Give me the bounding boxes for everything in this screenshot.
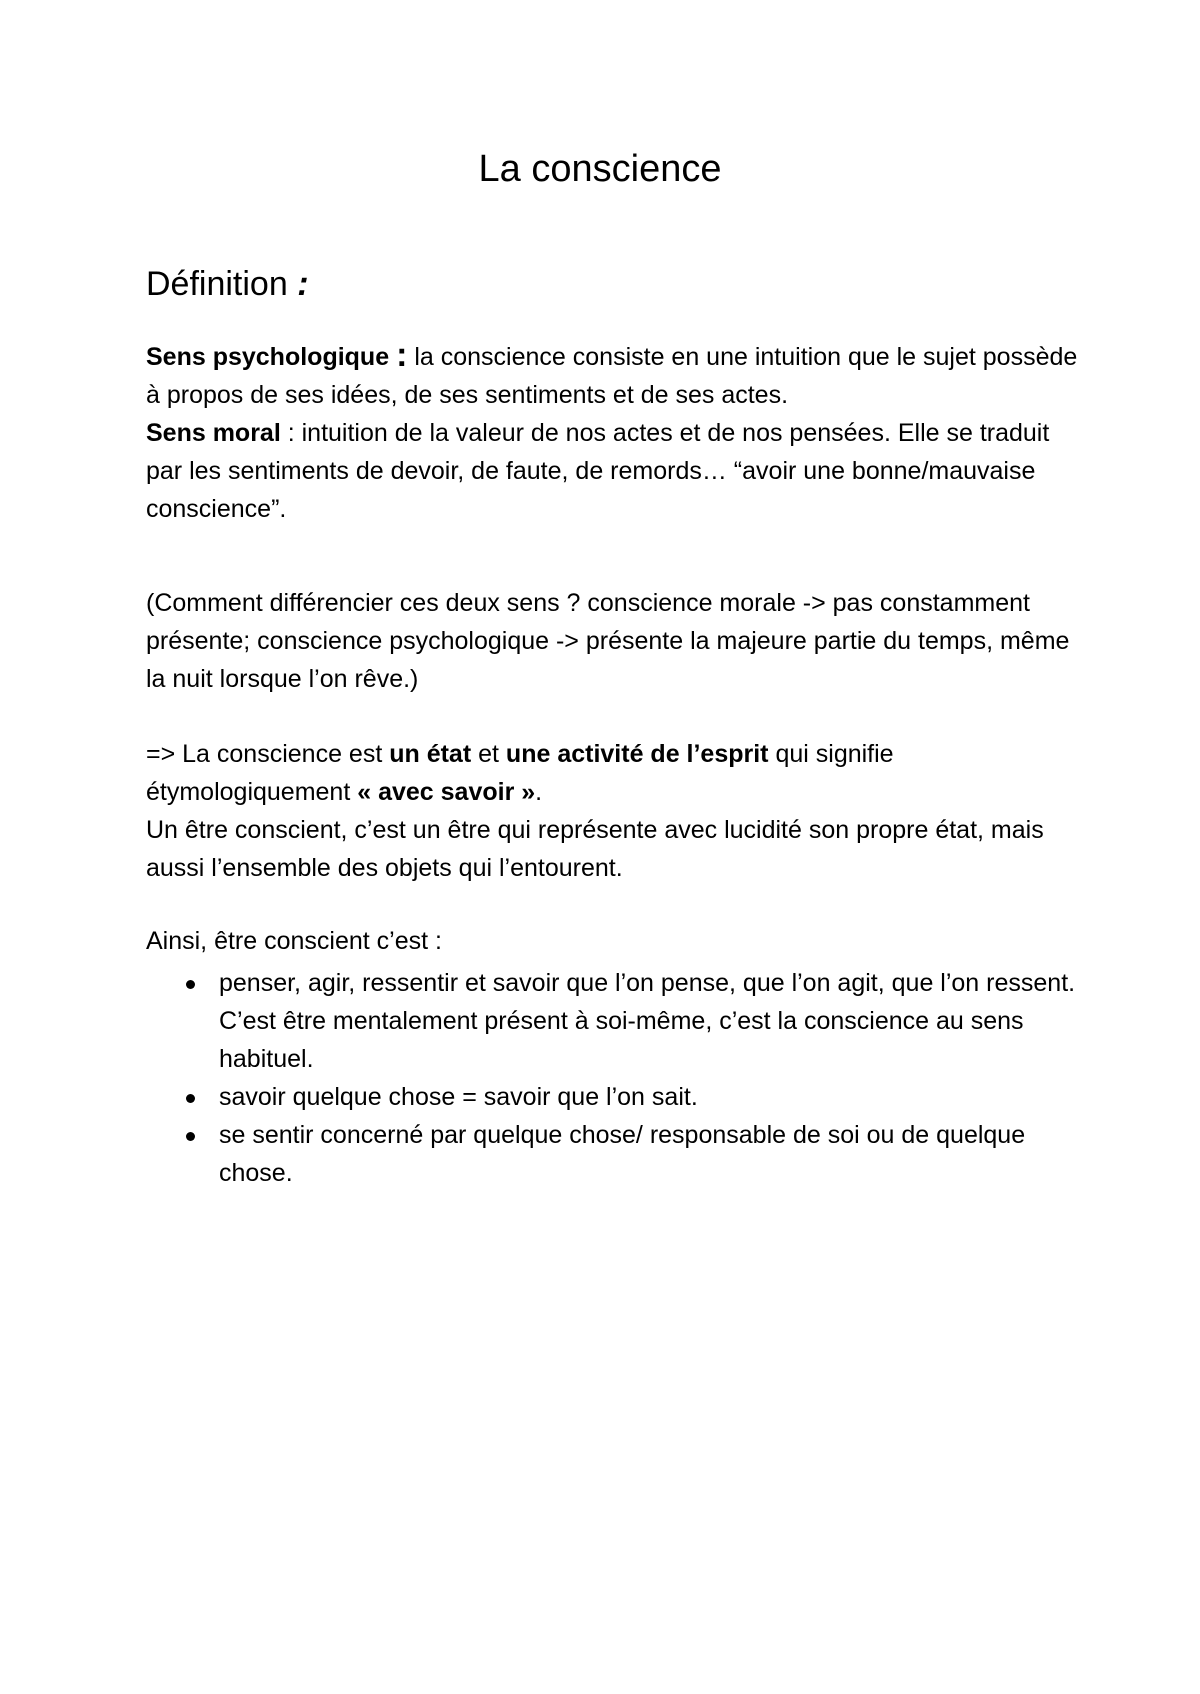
bullet-icon <box>186 1132 195 1141</box>
list-item <box>146 1116 1086 1192</box>
list-item <box>146 964 1086 1078</box>
sens-psychologique-colon: : <box>396 336 408 374</box>
conclusion-end: . <box>535 778 543 806</box>
page-title: La conscience <box>478 148 722 190</box>
conclusion-paragraph <box>146 735 1086 887</box>
bullet-icon <box>186 1094 195 1103</box>
bullet-list <box>146 964 1086 1192</box>
sens-psychologique-text: la conscience consiste en une intuition que le sujet possède à propos de ses idées, de ses sentiments et de ses actes. <box>146 343 1078 409</box>
sens-moral-label: Sens moral <box>146 419 281 447</box>
ainsi-intro: Ainsi, être conscient c’est : <box>146 927 442 955</box>
definition-heading <box>146 263 309 305</box>
definitions-paragraph <box>146 338 1086 528</box>
definition-heading-text: Définition <box>146 265 288 303</box>
parenthetical-paragraph: (Comment différencier ces deux sens ? conscience morale -> pas constamment présente; conscience psychologique -> présente la majeure partie du temps, même la nuit lorsque l’on rêve.) <box>146 589 1070 693</box>
conclusion-middle: et <box>471 740 506 768</box>
conclusion-suffix: qui signifie étymologiquement <box>146 740 894 806</box>
bullet-icon <box>186 980 195 989</box>
definition-heading-colon: : <box>297 265 309 303</box>
list-item <box>146 1078 1086 1116</box>
conclusion-bold-etat: un état <box>389 740 472 768</box>
list-item-text: savoir quelque chose = savoir que l’on sait. <box>219 1083 698 1111</box>
sens-moral-text: : intuition de la valeur de nos actes et de nos pensées. Elle se traduit par les sentiments de devoir, de faute, de remords… “avoir une bonne/mauvaise conscience”. <box>146 419 1050 523</box>
etre-conscient-text: Un être conscient, c’est un être qui représente avec lucidité son propre état, mais aussi l’ensemble des objets qui l’entourent. <box>146 816 1044 882</box>
list-item-text: penser, agir, ressentir et savoir que l’on pense, que l’on agit, que l’on ressent. C’est être mentalement présent à soi-même, c’est la conscience au sens habituel. <box>219 969 1076 1073</box>
conclusion-bold-activite: une activité de l’esprit <box>505 740 769 768</box>
conclusion-bold-avec-savoir: « avec savoir » <box>357 778 536 806</box>
conclusion-prefix: => La conscience est <box>146 740 390 768</box>
sens-psychologique-label: Sens psychologique <box>146 343 390 371</box>
list-item-text: se sentir concerné par quelque chose/ responsable de soi ou de quelque chose. <box>219 1121 1026 1187</box>
